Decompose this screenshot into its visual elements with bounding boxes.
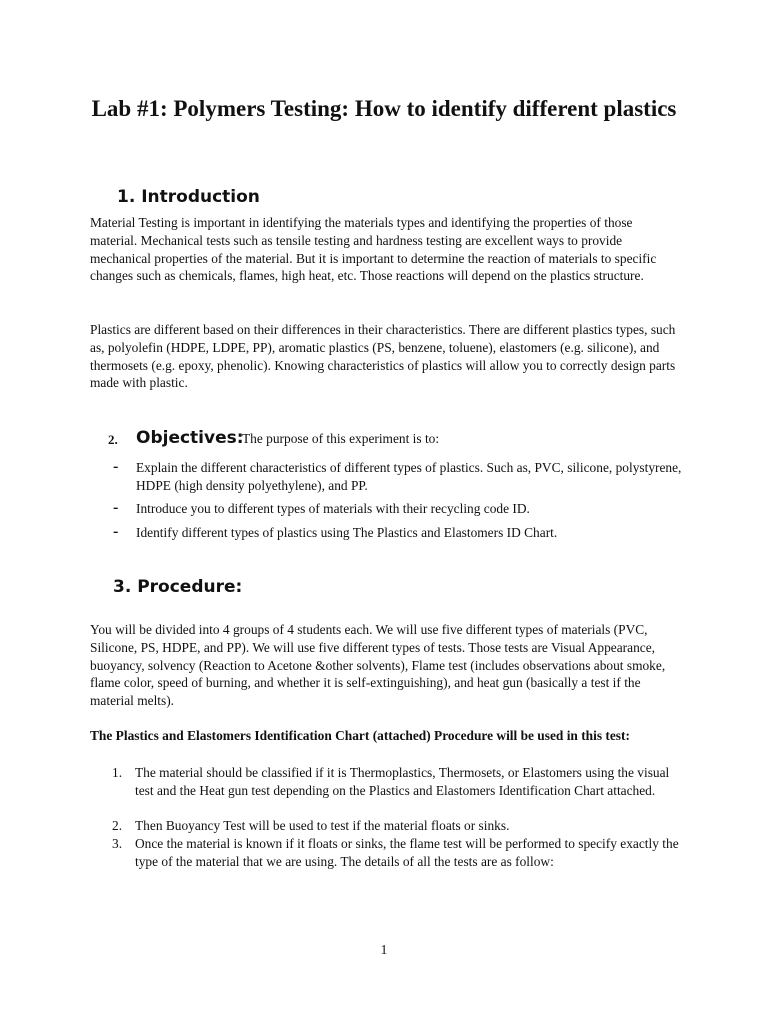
bullet-dash: - — [113, 523, 119, 540]
page-number: 1 — [380, 942, 388, 957]
step-number: 2. — [112, 818, 123, 833]
objective-bullet-text: Identify different types of plastics using The Plastics and Elastomers ID Chart. — [136, 525, 558, 540]
bullet-dash: - — [113, 458, 119, 475]
procedure-heading: 3. Procedure: — [113, 577, 243, 597]
step-text: The material should be classified if it is Thermoplastics, Thermosets, or Elastomers using the visual test and the Heat gun test depending on the Plastics and Elastomers Identification Chart attached. — [135, 765, 670, 798]
introduction-paragraph-1: Material Testing is important in identifying the materials types and identifying the properties of those material. Mechanical tests such as tensile testing and hardness testing are excellent ways to provide mechanical properties of the material. But it is important to determine the reaction of materials to specific changes such as chemicals, flames, high heat, etc. Those reactions will depend on the plastics structure. — [90, 215, 657, 284]
bullet-dash: - — [113, 499, 119, 516]
objectives-number: 2. — [108, 432, 118, 447]
procedure-subheading: The Plastics and Elastomers Identification Chart (attached) Procedure will be used in this test: — [90, 728, 630, 743]
document-title: Lab #1: Polymers Testing: How to identify different plastics — [91, 96, 677, 121]
procedure-paragraph: You will be divided into 4 groups of 4 students each. We will use five different types of materials (PVC, Silicone, PS, HDPE, and PP). We will use five different types of tests. Those tests are Visual Appearance, buoyancy, solvency (Reaction to Acetone &other solvents), Flame test (includes observations about smoke, flame color, speed of burning, and whether it is self-extinguishing), and heat gun (basically a test if the material melts). — [90, 622, 666, 709]
objectives-lead: The purpose of this experiment is to: — [242, 431, 440, 446]
step-number: 3. — [112, 836, 123, 851]
step-number: 1. — [112, 765, 123, 780]
step-text: Then Buoyancy Test will be used to test if the material floats or sinks. — [135, 818, 510, 833]
objective-bullet-text: Explain the different characteristics of different types of plastics. Such as, PVC, silicone, polystyrene, HDPE (high density polyethylene), and PP. — [136, 460, 682, 493]
objective-bullet-text: Introduce you to different types of materials with their recycling code ID. — [136, 501, 530, 516]
objectives-heading: Objectives: — [136, 428, 244, 448]
introduction-heading: 1. Introduction — [117, 187, 260, 207]
introduction-paragraph-2: Plastics are different based on their differences in their characteristics. There are different plastics types, such as, polyolefin (HDPE, LDPE, PP), aromatic plastics (PS, benzene, toluene), elastomers (e.g. silicone), and thermosets (e.g. epoxy, phenolic). Knowing characteristics of plastics will allow you to correctly design parts made with plastic. — [90, 322, 676, 391]
step-text: Once the material is known if it floats or sinks, the flame test will be performed to specify exactly the type of the material that we are using. The details of all the tests are as follow: — [135, 836, 679, 869]
